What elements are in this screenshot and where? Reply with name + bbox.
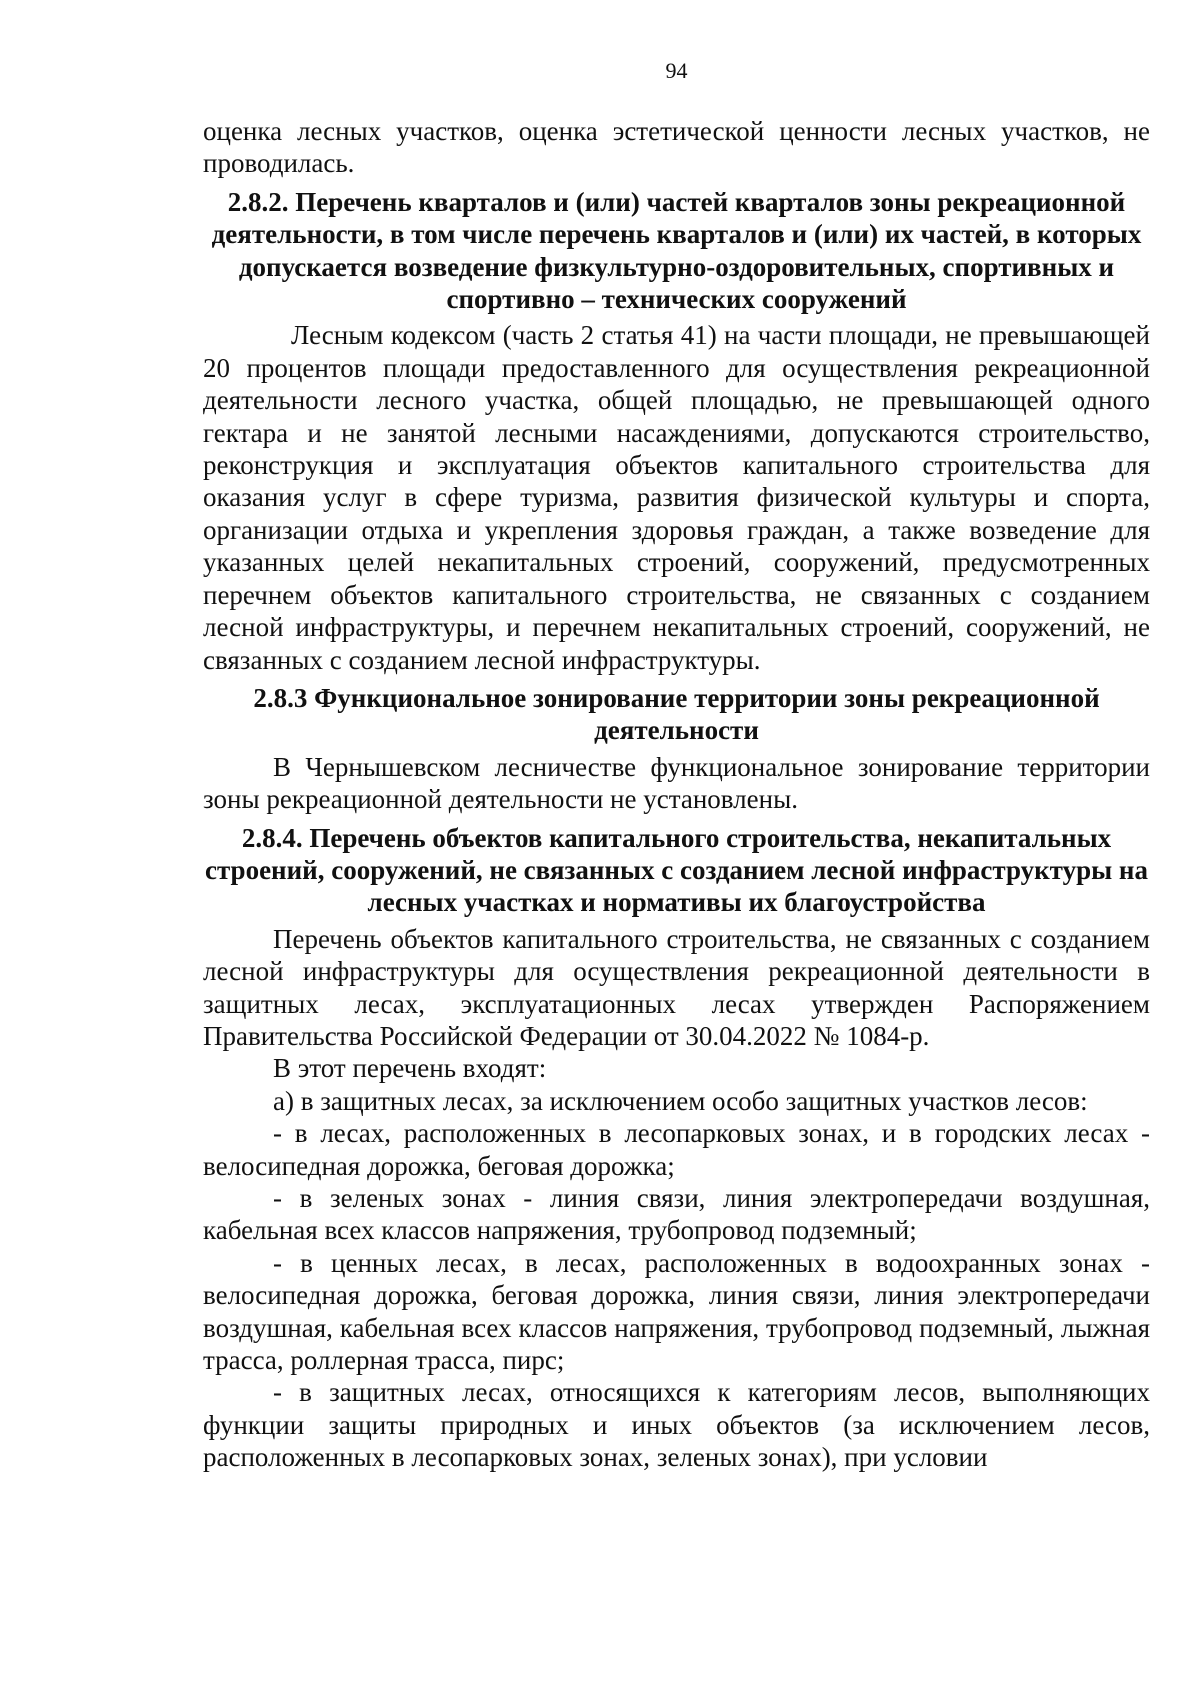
page-number: 94 — [665, 58, 688, 83]
list-item-3: - в ценных лесах, в лесах, расположенных в водоохранных зонах - велосипедная дорожка, беговая дорожка, линия связи, линия электропередачи воздушная, кабельная всех классов напряжения, трубопровод подземный, лыжная трасса, роллерная трасса, пирс; — [203, 1247, 1150, 1376]
list-item-2: - в зеленых зонах - линия связи, линия электропередачи воздушная, кабельная всех классов напряжения, трубопровод подземный; — [203, 1183, 1150, 1246]
heading-2-8-4: 2.8.4. Перечень объектов капитального строительства, некапитальных строений, сооружений, не связанных с созданием лесной инфраструктуры на лесных участках и нормативы их благоустройства — [204, 822, 1148, 918]
list-item-1: - в лесах, расположенных в лесопарковых зонах, и в городских лесах - велосипедная дорожка, беговая дорожка; — [203, 1118, 1150, 1181]
paragraph-intro: оценка лесных участков, оценка эстетической ценности лесных участков, не проводилась. — [203, 116, 1150, 179]
paragraph-2-8-4: Перечень объектов капитального строительства, не связанных с созданием лесной инфраструктуры для осуществления рекреационной деятельности в защитных лесах, эксплуатационных лесах утвержден Распоряжением Правительства Российской Федерации от 30.04.2022 № 1084-р. — [203, 923, 1150, 1051]
heading-2-8-3: 2.8.3 Функциональное зонирование территории зоны рекреационной деятельности — [253, 682, 1100, 746]
paragraph-list-intro: В этот перечень входят: — [273, 1053, 547, 1084]
paragraph-2-8-3: В Чернышевском лесничестве функциональное зонирование территории зоны рекреационной деятельности не установлены. — [203, 751, 1150, 815]
heading-2-8-2: 2.8.2. Перечень кварталов и (или) частей кварталов зоны рекреационной деятельности, в том числе перечень кварталов и (или) их частей, в которых допускается возведение физкультурно-оздоровительных, спортивных и спортивно – технических сооружений — [211, 186, 1142, 315]
document-page — [203, 0, 1150, 1696]
paragraph-2-8-2: Лесным кодексом (часть 2 статья 41) на части площади, не превышающей 20 процентов площади предоставленного для осуществления рекреационной деятельности лесного участка, общей площадью, не превышающей одного гектара и не занятой лесными насаждениями, допускаются строительство, реконструкция и эксплуатация объектов капитального строительства для оказания услуг в сфере туризма, развития физической культуры и спорта, организации отдыха и укрепления здоровья граждан, а также возведение для указанных целей некапитальных строений, сооружений, предусмотренных перечнем объектов капитального строительства, не связанных с созданием лесной инфраструктуры, и перечнем некапитальных строений, сооружений, не связанных с созданием лесной инфраструктуры. — [203, 320, 1150, 675]
document-body — [203, 115, 1150, 1474]
list-item-4: - в защитных лесах, относящихся к категориям лесов, выполняющих функции защиты природных и иных объектов (за исключением лесов, расположенных в лесопарковых зонах, зеленых зонах), при условии — [203, 1377, 1150, 1473]
list-item-a: а) в защитных лесах, за исключением особо защитных участков лесов: — [273, 1085, 1088, 1116]
